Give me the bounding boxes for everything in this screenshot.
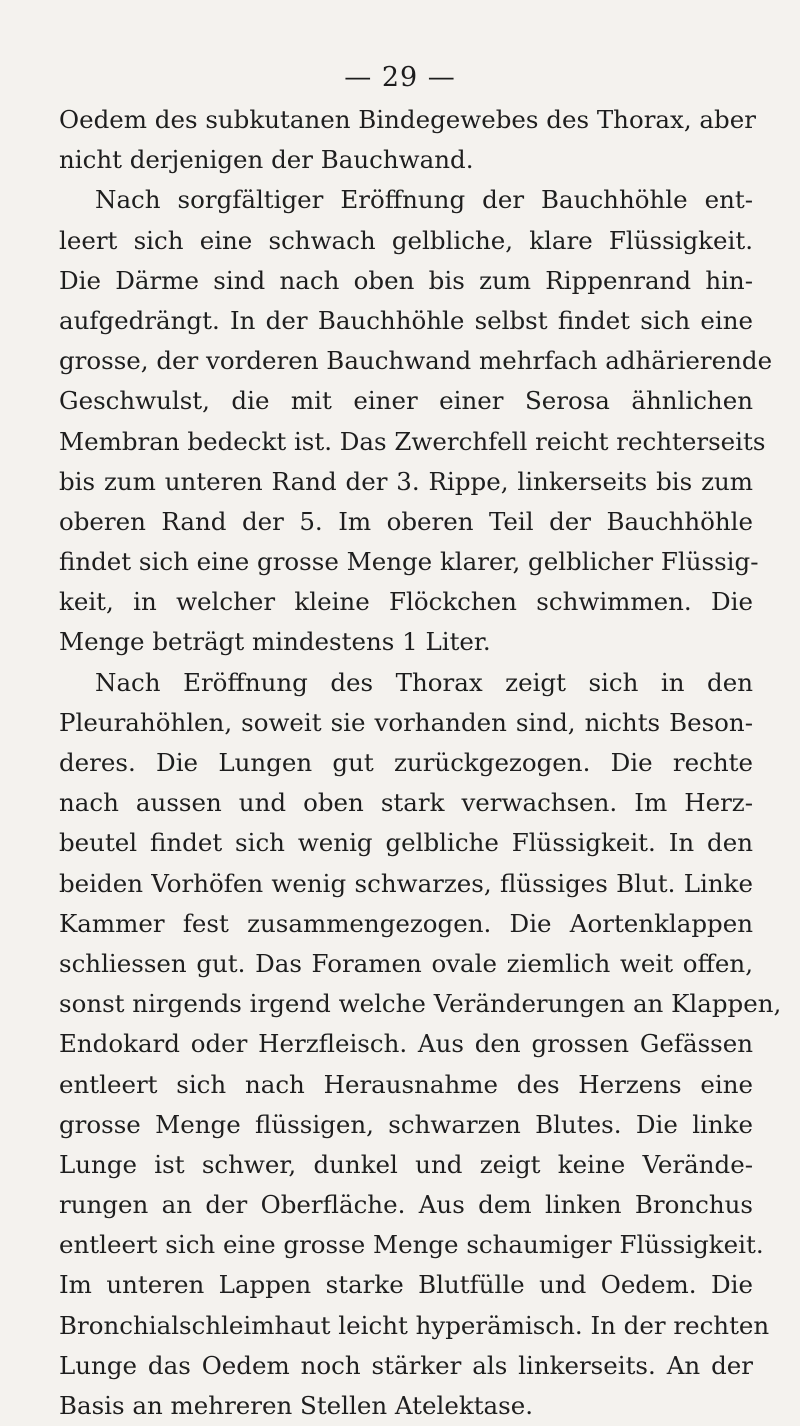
body-text [59, 100, 782, 1426]
text-line: leert sich eine schwach gelbliche, klare Flüssigkeit. [59, 225, 753, 255]
text-line: entleert sich nach Herausnahme des Herzens eine [59, 1069, 753, 1099]
text-line: Geschwulst, die mit einer einer Serosa ähnlichen [59, 386, 753, 416]
text-line: grosse, der vorderen Bauchwand mehrfach adhärierende [59, 346, 773, 376]
text-line: Im unteren Lappen starke Blutfülle und Oedem. Die [59, 1270, 753, 1300]
text-line: Nach sorgfältiger Eröffnung der Bauchhöhle ent- [95, 185, 753, 215]
text-line: beutel findet sich wenig gelbliche Flüssigkeit. In den [59, 828, 753, 858]
text-line: nach aussen und oben stark verwachsen. Im Herz- [59, 788, 753, 818]
text-line: schliessen gut. Das Foramen ovale ziemlich weit offen, [59, 948, 753, 978]
text-line: rungen an der Oberfläche. Aus dem linken Bronchus [59, 1190, 753, 1220]
text-line: nicht derjenigen der Bauchwand. [59, 145, 474, 175]
text-line: sonst nirgends irgend welche Veränderungen an Klappen, [59, 989, 782, 1019]
text-line: Pleurahöhlen, soweit sie vorhanden sind, nichts Beson- [59, 707, 753, 737]
text-line: entleert sich eine grosse Menge schaumiger Flüssigkeit. [59, 1230, 764, 1260]
text-line: oberen Rand der 5. Im oberen Teil der Bauchhöhle [59, 506, 753, 536]
text-line: Nach Eröffnung des Thorax zeigt sich in den [95, 667, 753, 697]
text-line: Endokard oder Herzfleisch. Aus den grossen Gefässen [59, 1029, 753, 1059]
text-line: Membran bedeckt ist. Das Zwerchfell reicht rechterseits [59, 426, 766, 456]
text-line: Menge beträgt mindestens 1 Liter. [59, 627, 491, 657]
text-line: keit, in welcher kleine Flöckchen schwimmen. Die [59, 587, 753, 617]
page-number: — 29 — [344, 62, 456, 93]
text-line: beiden Vorhöfen wenig schwarzes, flüssiges Blut. Linke [59, 868, 753, 898]
text-line: Oedem des subkutanen Bindegewebes des Thorax, aber [59, 105, 756, 134]
text-line: deres. Die Lungen gut zurückgezogen. Die rechte [59, 748, 753, 777]
text-line: grosse Menge flüssigen, schwarzen Blutes. Die linke [59, 1109, 753, 1139]
text-line: aufgedrängt. In der Bauchhöhle selbst findet sich eine [59, 305, 753, 335]
text-line: Kammer fest zusammengezogen. Die Aortenklappen [59, 908, 753, 938]
text-line: Lunge das Oedem noch stärker als linkerseits. An der [59, 1350, 753, 1380]
text-line: Basis an mehreren Stellen Atelektase. [59, 1391, 534, 1420]
text-line: bis zum unteren Rand der 3. Rippe, linkerseits bis zum [59, 466, 753, 496]
text-line: Lunge ist schwer, dunkel und zeigt keine Verände- [59, 1149, 753, 1179]
text-line: Die Därme sind nach oben bis zum Rippenrand hin- [59, 265, 753, 295]
text-line: findet sich eine grosse Menge klarer, gelblicher Flüssig- [59, 547, 759, 577]
text-line: Bronchialschleimhaut leicht hyperämisch. In der rechten [59, 1310, 770, 1340]
